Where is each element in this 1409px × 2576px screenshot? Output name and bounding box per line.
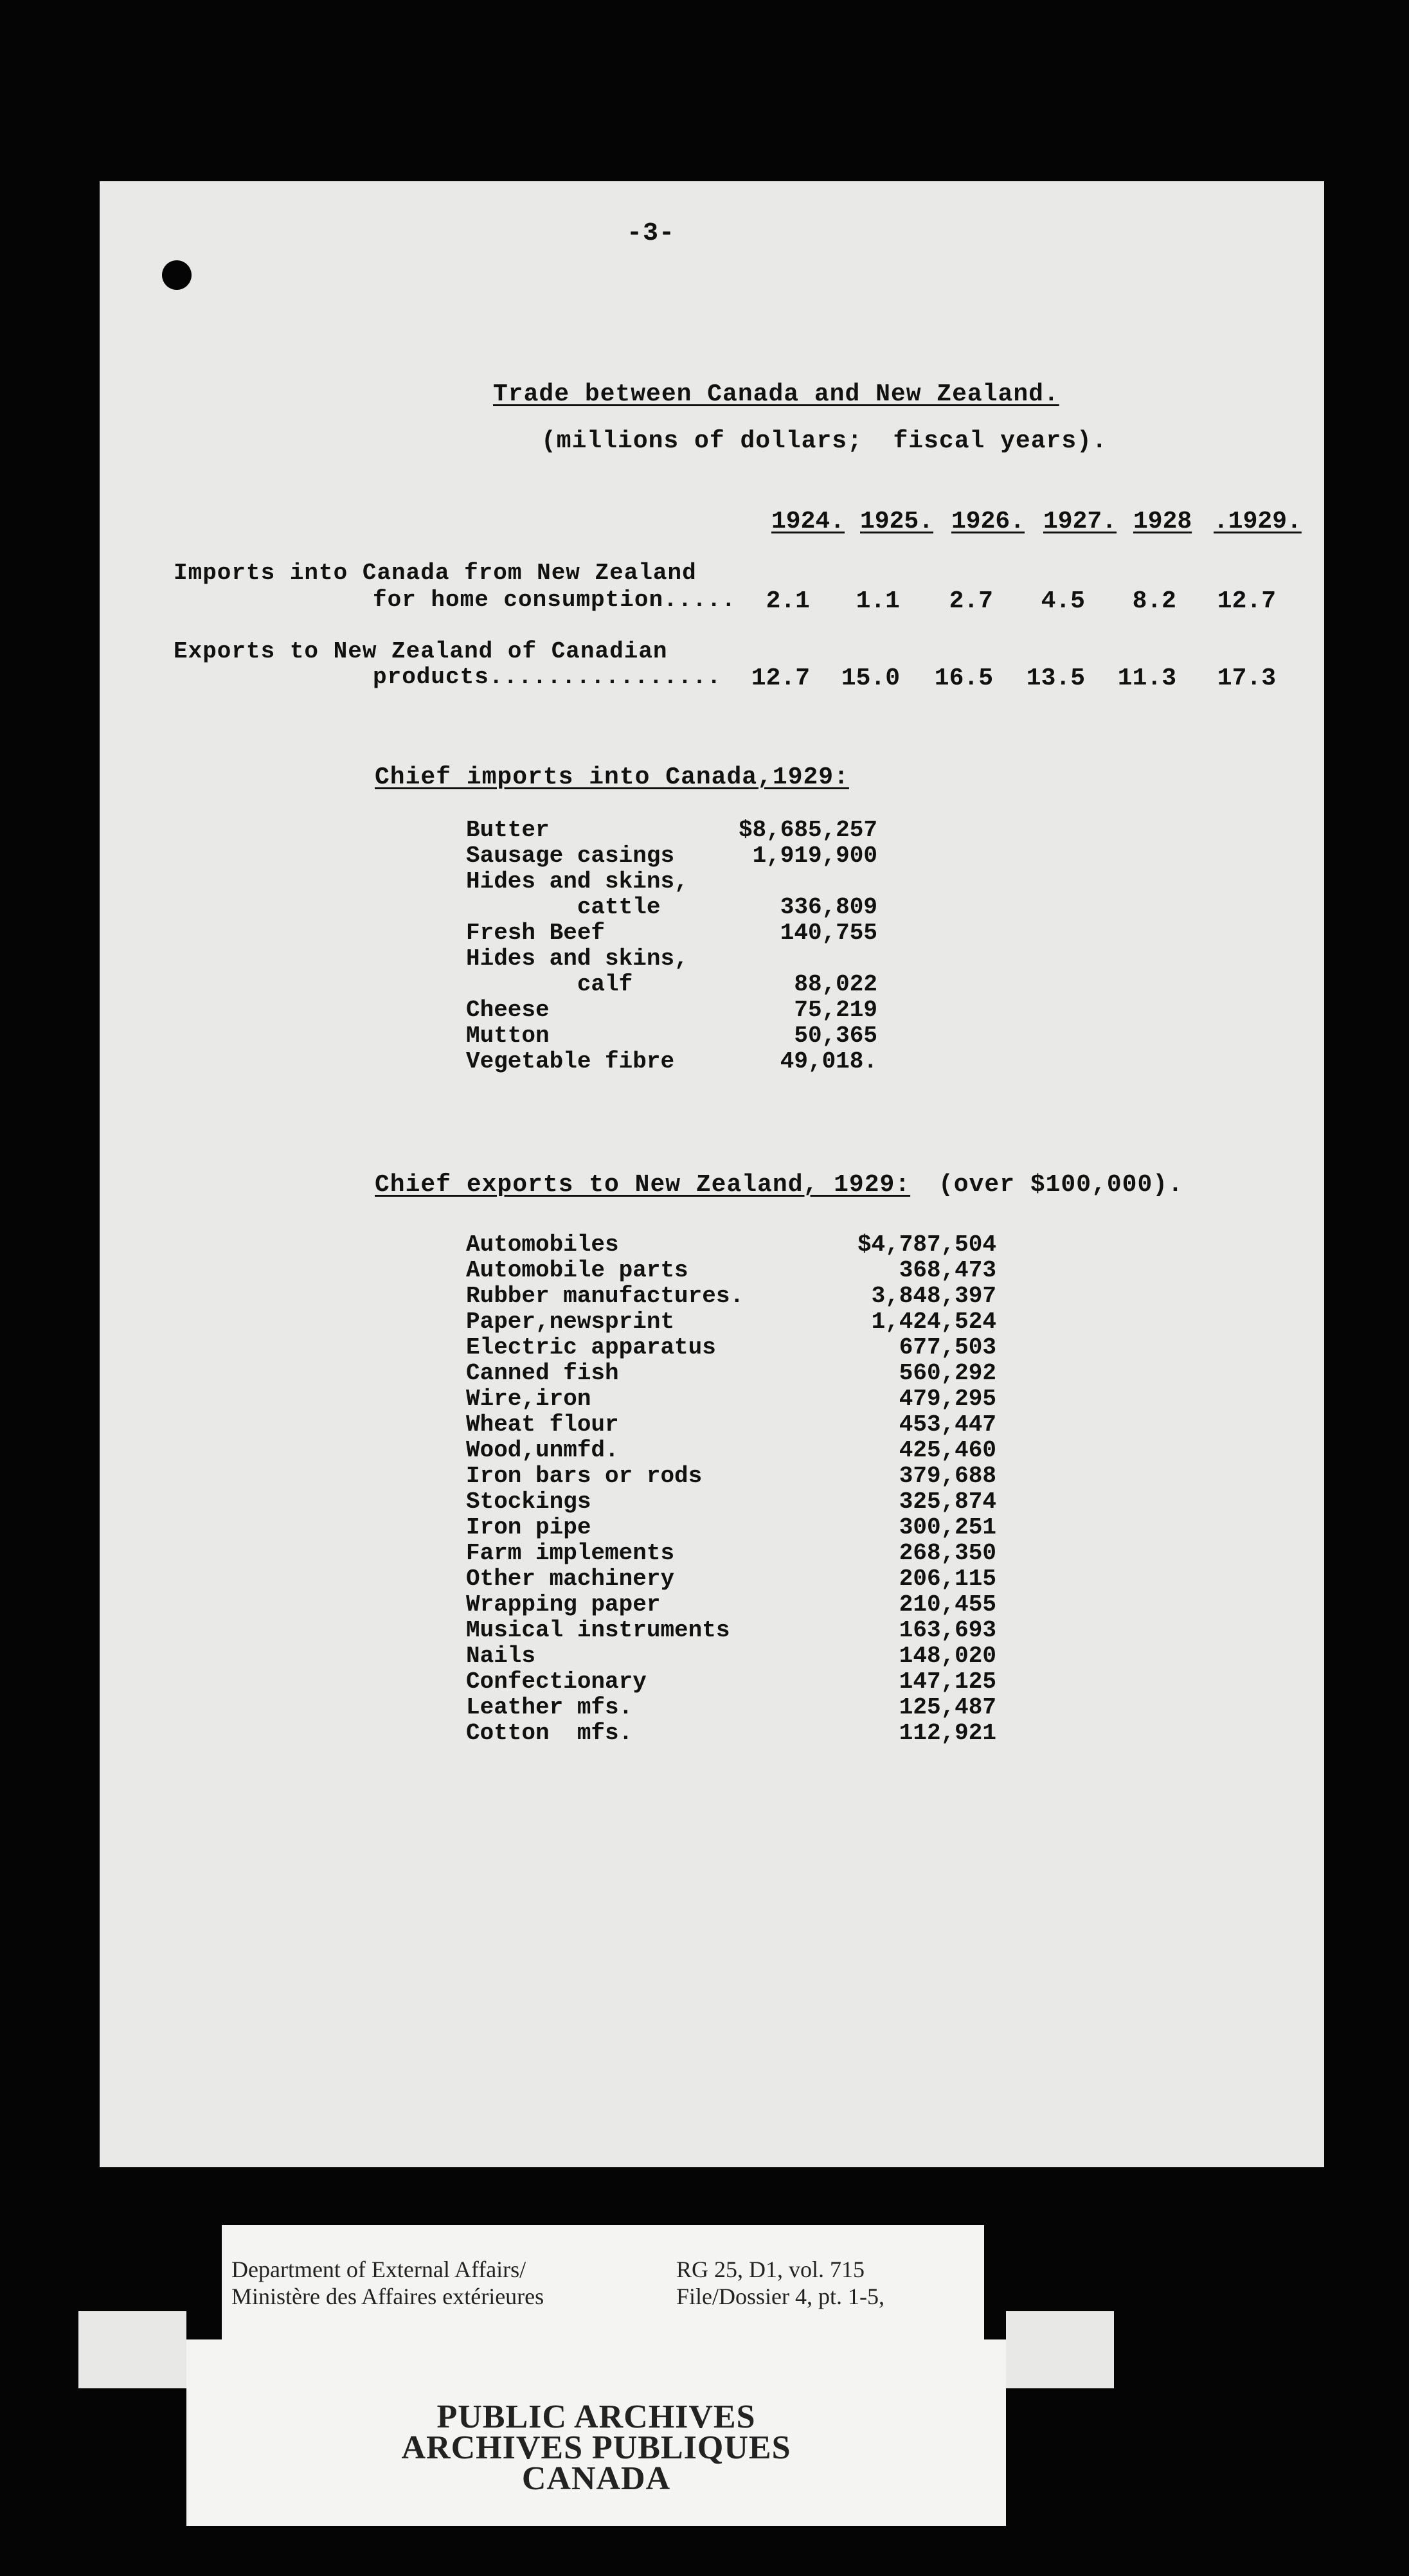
list-item-name: cattle: [466, 894, 661, 920]
document-page: [100, 181, 1324, 2167]
list-item-value: 1,424,524: [871, 1309, 996, 1335]
list-item-name: Stockings: [466, 1489, 591, 1515]
list-item-name: Iron bars or rods: [466, 1463, 703, 1489]
archive-stamp-line1: PUBLIC ARCHIVES: [436, 2399, 756, 2435]
trade-row-label-line1: Exports to New Zealand of Canadian: [174, 638, 668, 665]
trade-value: 12.7: [751, 665, 810, 692]
exports-note: (over $100,000).: [938, 1171, 1183, 1199]
trade-value: 2.7: [949, 587, 993, 615]
list-item-value: 368,473: [899, 1257, 996, 1284]
list-item-value: 206,115: [899, 1566, 996, 1592]
list-item-value: $4,787,504: [857, 1231, 996, 1258]
year-header-1925: 1925.: [860, 508, 934, 535]
list-item-name: Hides and skins,: [466, 945, 688, 972]
list-item-name: Wheat flour: [466, 1411, 619, 1438]
year-header-1929: .1929.: [1214, 508, 1302, 535]
list-item-name: Electric apparatus: [466, 1334, 716, 1361]
trade-value: 4.5: [1041, 587, 1085, 615]
list-item-value: 49,018.: [780, 1048, 877, 1075]
list-item-value: 163,693: [899, 1617, 996, 1643]
list-item-name: Fresh Beef: [466, 920, 606, 946]
archive-card: [222, 2225, 984, 2341]
list-item-name: Rubber manufactures.: [466, 1283, 744, 1309]
list-item-value: 148,020: [899, 1643, 996, 1669]
list-item-name: Hides and skins,: [466, 868, 688, 895]
trade-value: 16.5: [934, 665, 993, 692]
list-item-name: Mutton: [466, 1023, 550, 1049]
list-item-name: Canned fish: [466, 1360, 619, 1386]
list-item-value: 147,125: [899, 1668, 996, 1695]
list-item-name: Nails: [466, 1643, 536, 1669]
list-item-value: 325,874: [899, 1489, 996, 1515]
year-header-1927: 1927.: [1043, 508, 1117, 535]
list-item-name: Cheese: [466, 997, 550, 1023]
archive-dept-line1: Department of External Affairs/: [231, 2257, 526, 2282]
list-item-value: $8,685,257: [738, 817, 877, 843]
imports-heading: Chief imports into Canada,1929:: [375, 764, 849, 791]
list-item-value: 125,487: [899, 1694, 996, 1721]
list-item-value: 453,447: [899, 1411, 996, 1438]
list-item-value: 75,219: [794, 997, 877, 1023]
list-item-name: Wrapping paper: [466, 1591, 661, 1618]
document-subtitle: (millions of dollars; fiscal years).: [541, 427, 1108, 455]
archive-stamp-line3: CANADA: [521, 2460, 671, 2497]
list-item-value: 112,921: [899, 1720, 996, 1746]
list-item-value: 268,350: [899, 1540, 996, 1566]
list-item-value: 677,503: [899, 1334, 996, 1361]
list-item-name: Butter: [466, 817, 550, 843]
list-item-value: 3,848,397: [871, 1283, 996, 1309]
list-item-name: Wire,iron: [466, 1386, 591, 1412]
archive-stamp-card: [186, 2339, 1006, 2526]
exports-heading: Chief exports to New Zealand, 1929:: [375, 1171, 911, 1199]
archive-dept-line2: Ministère des Affaires extérieures: [231, 2284, 544, 2309]
trade-row-label-line1: Imports into Canada from New Zealand: [174, 560, 697, 586]
trade-row-label-line2: for home consumption.....: [373, 587, 737, 613]
list-item-name: Automobiles: [466, 1231, 619, 1258]
list-item-name: Musical instruments: [466, 1617, 730, 1643]
list-item-value: 300,251: [899, 1514, 996, 1541]
list-item-name: Other machinery: [466, 1566, 675, 1592]
list-item-name: Iron pipe: [466, 1514, 591, 1541]
list-item-value: 425,460: [899, 1437, 996, 1463]
list-item-name: Farm implements: [466, 1540, 675, 1566]
list-item-name: Vegetable fibre: [466, 1048, 675, 1075]
list-item-value: 560,292: [899, 1360, 996, 1386]
list-item-name: calf: [466, 971, 633, 997]
year-header-1928: 1928: [1133, 508, 1192, 535]
list-item-value: 336,809: [780, 894, 877, 920]
list-item-name: Sausage casings: [466, 843, 675, 869]
list-item-value: 479,295: [899, 1386, 996, 1412]
archive-card-tab-left: [78, 2311, 186, 2388]
list-item-value: 50,365: [794, 1023, 877, 1049]
trade-value: 17.3: [1217, 665, 1276, 692]
punch-hole: [162, 260, 192, 290]
list-item-value: 1,919,900: [752, 843, 877, 869]
archive-ref-line2: File/Dossier 4, pt. 1-5,: [676, 2284, 884, 2309]
page-number: -3-: [627, 219, 676, 248]
archive-stamp-line2: ARCHIVES PUBLIQUES: [401, 2429, 791, 2466]
trade-value: 13.5: [1026, 665, 1085, 692]
trade-value: 15.0: [841, 665, 900, 692]
archive-ref-line1: RG 25, D1, vol. 715: [676, 2257, 865, 2282]
list-item-name: Wood,unmfd.: [466, 1437, 619, 1463]
document-title: Trade between Canada and New Zealand.: [493, 380, 1059, 408]
list-item-name: Automobile parts: [466, 1257, 688, 1284]
list-item-name: Paper,newsprint: [466, 1309, 675, 1335]
trade-value: 12.7: [1217, 587, 1276, 615]
archive-card-tab-right: [1006, 2311, 1114, 2388]
trade-value: 1.1: [856, 587, 900, 615]
list-item-name: Confectionary: [466, 1668, 647, 1695]
list-item-value: 140,755: [780, 920, 877, 946]
year-header-1924: 1924.: [771, 508, 845, 535]
list-item-value: 379,688: [899, 1463, 996, 1489]
trade-value: 8.2: [1132, 587, 1176, 615]
trade-value: 11.3: [1117, 665, 1176, 692]
list-item-name: Leather mfs.: [466, 1694, 633, 1721]
trade-value: 2.1: [766, 587, 810, 615]
list-item-name: Cotton mfs.: [466, 1720, 633, 1746]
year-header-1926: 1926.: [951, 508, 1025, 535]
list-item-value: 88,022: [794, 971, 877, 997]
trade-row-label-line2: products................: [373, 664, 722, 690]
list-item-value: 210,455: [899, 1591, 996, 1618]
